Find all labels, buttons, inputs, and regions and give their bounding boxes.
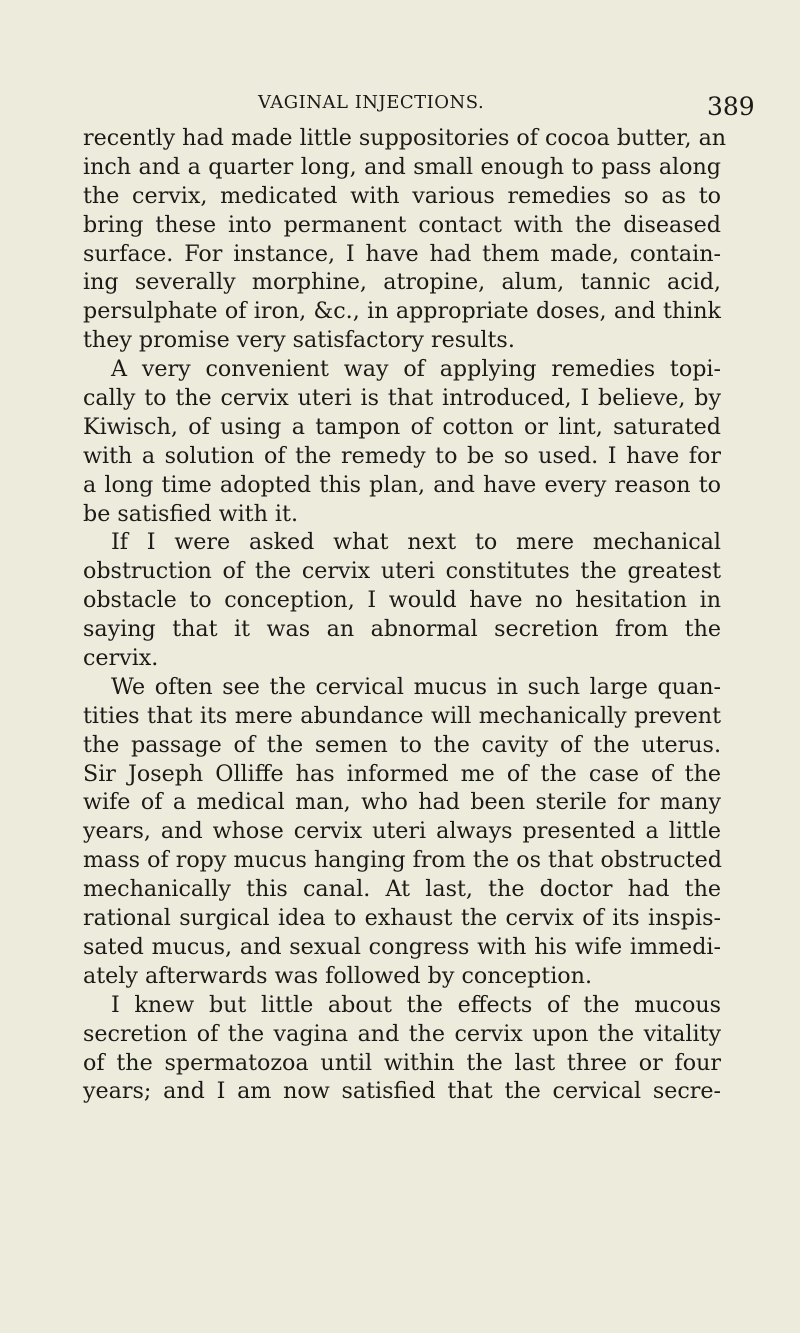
text-line: mechanically this canal. At last, the doctor had the xyxy=(83,876,721,903)
text-line: tities that its mere abundance will mechanically prevent xyxy=(83,702,721,729)
running-head: VAGINAL INJECTIONS. xyxy=(258,92,485,113)
text-line: persulphate of iron, &c., in appropriate doses, and think xyxy=(83,298,721,325)
page-number: 389 xyxy=(707,92,755,121)
text-line: the cervix, medicated with various remedies so as to xyxy=(83,182,721,209)
text-line: of the spermatozoa until within the last three or four xyxy=(83,1049,721,1076)
text-line: If I were asked what next to mere mechanical xyxy=(111,529,721,556)
text-line: a long time adopted this plan, and have every reason to xyxy=(83,471,721,498)
text-line: obstacle to conception, I would have no hesitation in xyxy=(83,587,721,614)
text-line: be satisfied with it. xyxy=(83,500,298,527)
text-line: We often see the cervical mucus in such large quan- xyxy=(111,673,721,700)
text-line: cally to the cervix uteri is that introduced, I believe, by xyxy=(83,385,721,412)
text-line: Kiwisch, of using a tampon of cotton or lint, saturated xyxy=(83,413,721,440)
text-line: with a solution of the remedy to be so used. I have for xyxy=(83,442,721,469)
text-line: inch and a quarter long, and small enough to pass along xyxy=(83,153,721,180)
text-line: saying that it was an abnormal secretion from the xyxy=(83,616,721,643)
text-line: wife of a medical man, who had been sterile for many xyxy=(83,789,721,816)
text-line: obstruction of the cervix uteri constitutes the greatest xyxy=(83,558,721,585)
text-line: rational surgical idea to exhaust the cervix of its inspis- xyxy=(83,905,721,932)
text-line: years; and I am now satisfied that the cervical secre- xyxy=(83,1078,721,1105)
text-line: the passage of the semen to the cavity of the uterus. xyxy=(83,731,721,758)
body-text xyxy=(83,124,727,1106)
text-line: cervix. xyxy=(83,645,159,672)
text-line: bring these into permanent contact with the diseased xyxy=(83,211,721,238)
text-line: recently had made little suppositories of cocoa butter, an xyxy=(83,125,727,151)
text-line: years, and whose cervix uteri always presented a little xyxy=(83,818,721,845)
text-line: ately afterwards was followed by conception. xyxy=(83,962,593,989)
text-line: ing severally morphine, atropine, alum, tannic acid, xyxy=(83,269,721,296)
text-line: secretion of the vagina and the cervix upon the vitality xyxy=(83,1020,721,1047)
text-line: Sir Joseph Olliffe has informed me of the case of the xyxy=(83,760,721,787)
text-line: A very convenient way of applying remedies topi- xyxy=(111,356,721,383)
text-line: sated mucus, and sexual congress with his wife immedi- xyxy=(83,933,721,960)
text-line: I knew but little about the effects of the mucous xyxy=(111,991,721,1018)
text-line: surface. For instance, I have had them made, contain- xyxy=(83,240,721,267)
text-line: mass of ropy mucus hanging from the os that obstructed xyxy=(83,847,722,874)
text-line: they promise very satisfactory results. xyxy=(83,327,515,354)
